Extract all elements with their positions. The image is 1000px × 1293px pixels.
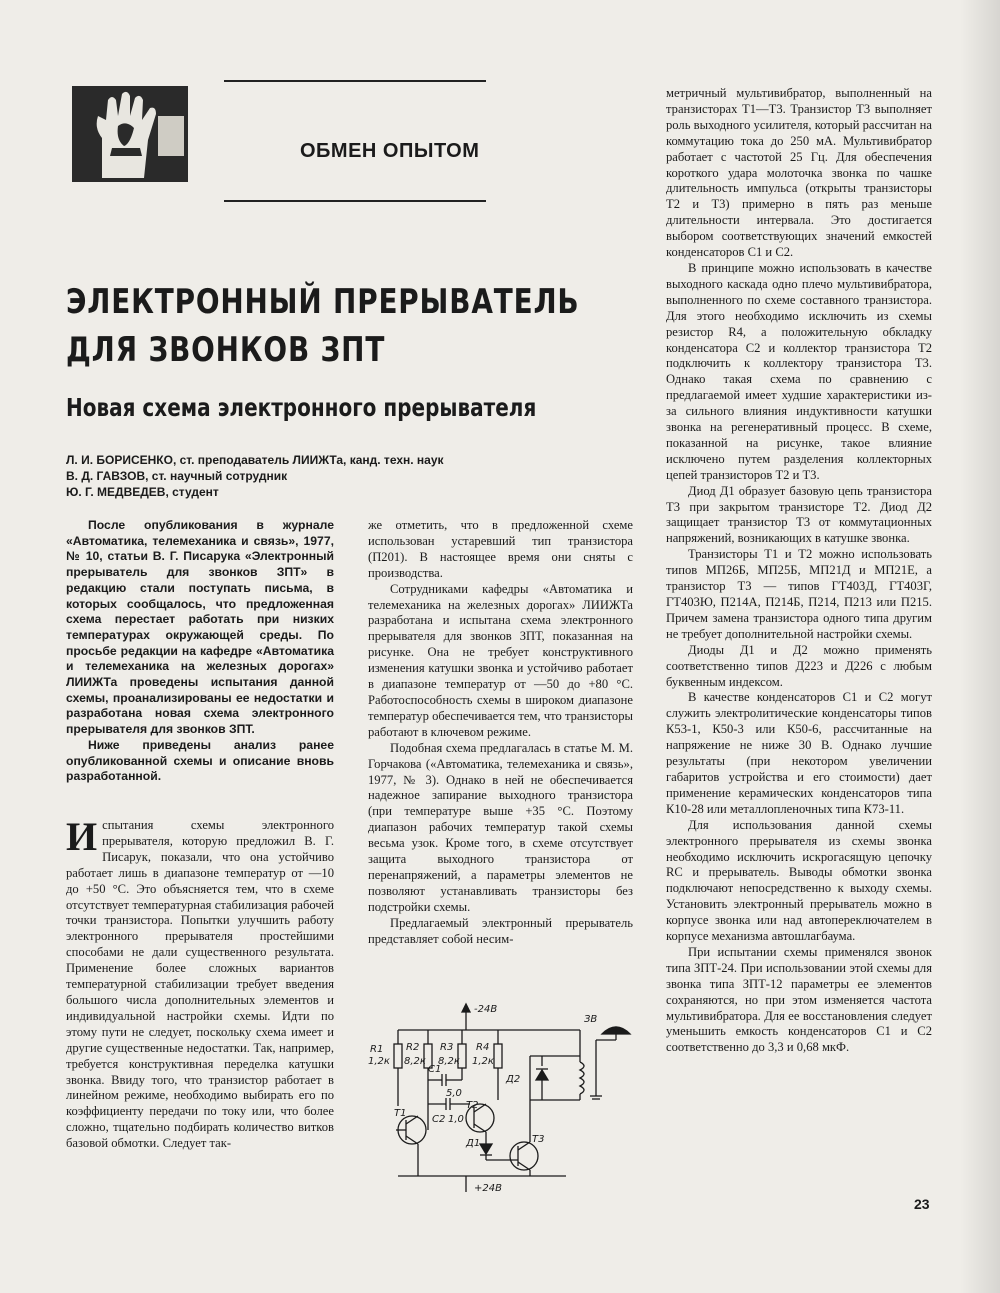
drop-cap: И xyxy=(66,814,98,859)
body-paragraph: Диоды Д1 и Д2 можно применять соответственно типов Д223 и Д226 с любым буквенным индексом. xyxy=(666,642,932,689)
bell-label: ЗВ xyxy=(584,1014,598,1025)
body-column-2 xyxy=(368,518,633,947)
author-line: В. Д. ГАВЗОВ, ст. научный сотрудник xyxy=(66,469,288,483)
resistor-r1-value: 1,2к xyxy=(368,1056,390,1067)
transistor-t3-label: T3 xyxy=(532,1134,545,1145)
diode-d2 xyxy=(505,1056,580,1100)
resistor-r3-ref: R3 xyxy=(440,1042,454,1053)
section-heading: ОБМЕН ОПЫТОМ xyxy=(300,140,480,162)
intro-column xyxy=(66,518,334,785)
article-title-line-1: ЭЛЕКТРОННЫЙ ПРЕРЫВАТЕЛЬ xyxy=(66,282,580,322)
transistor-t1 xyxy=(394,1080,428,1176)
resistor-r3 xyxy=(438,1030,466,1080)
header-rule-bottom xyxy=(224,200,486,202)
transistor-t3 xyxy=(510,1100,544,1176)
body-paragraph: Предлагаемый электронный прерыватель представляет собой несим- xyxy=(368,915,633,946)
author-line: Л. И. БОРИСЕНКО, ст. преподаватель ЛИИЖТа, канд. техн. наук xyxy=(66,453,444,467)
page-edge-shadow xyxy=(960,0,1000,1293)
resistor-r4 xyxy=(472,1030,502,1100)
article-title-line-2: ДЛЯ ЗВОНКОВ ЗПТ xyxy=(66,330,386,370)
resistor-r2-ref: R2 xyxy=(406,1042,420,1053)
capacitor-c2-value: 1,0 xyxy=(448,1114,464,1125)
diode-d1-label: Д1 xyxy=(466,1138,481,1149)
resistor-r1-ref: R1 xyxy=(370,1044,384,1055)
transistor-t2-label: T2 xyxy=(466,1100,479,1111)
body-paragraph: В качестве конденсаторов С1 и С2 могут служить электролитические конденсаторы типов К53-1, К50-3 или К50-6, рассчитанные на напряжение не ниже 30 В. Однако лучшие результаты (при некотором увеличении габаритов устройства и его стоимости) дает применение керамических конденсаторов типа К10-28 или металлопленочных типа К73-11. xyxy=(666,690,932,816)
capacitor-c2 xyxy=(428,1098,470,1125)
body-paragraph xyxy=(66,814,334,1152)
intro-paragraph: После опубликования в журнале «Автоматика, телемеханика и связь», 1977, № 10, статьи В. Г. Писарука «Электронный прерыватель для звонков ЗПТ» в редакцию стали поступать письма, в которых сообщалось, что предложенная схема перестает работать при низких температурах окружающей среды. По просьбе редакции на кафедре «Автоматика и телемеханика на железных дорогах» ЛИИЖТа проведены испытания данной схемы, проанализированы ее недостатки и разработана новая схема электронного прерывателя для звонков ЗПТ. xyxy=(66,518,334,737)
body-column-1 xyxy=(66,814,334,1152)
resistor-r4-ref: R4 xyxy=(476,1042,490,1053)
body-paragraph: Транзисторы Т1 и Т2 можно использовать типов МП26Б, МП25Б, МП21Д и МП21Е, а транзистор Т3 — типов ГТ403Д, ГТ403Г, ГТ403Ю, П214А, П214Б, П214, П213 или П215. Причем замена транзистора одного типа другим не требует дополнительной настройки схемы. xyxy=(666,547,932,641)
body-paragraph: При испытании схемы применялся звонок типа ЗПТ-24. При использовании этой схемы для звонка типа ЗПТ-12 параметры ее элементов сохраняются, но при этом изменяется частота мультивибратора. Для ее восстановления следует уменьшить емкость конденсаторов С1 и С2 соответственно до 3,3 и 0,68 мкФ. xyxy=(666,944,932,1055)
capacitor-c2-ref: C2 xyxy=(432,1114,446,1125)
body-paragraph: Диод Д1 образует базовую цепь транзистора Т3 при закрытом транзисторе Т2. Диод Д2 защищает транзистор Т3 от коммутационных напряжений, возникающих в катушке звонка. xyxy=(666,483,932,546)
transistor-t1-label: T1 xyxy=(394,1108,407,1119)
body-paragraph-text: спытания схемы электронного прерывателя, которую предложил В. Г. Писарук, показали, что она устойчиво работает лишь в диапазоне температур от —10 до +50 °С. Это объясняется тем, что в схеме отсутствует температурная стабилизация рабочей точки транзистора. Попытки улучшить работу электронного прерывателя простейшими способами не дали существенного результата. Применение более сложных вариантов температурной стабилизации требует введения большого числа дополнительных элементов и индивидуальной настройки схемы. Идти по этому пути не следует, поскольку схема имеет и другие существенные недостатки. Так, например, требуется конструктивная переделка катушки звонка. Ввиду того, что транзистор работает в линейном режиме, необходимо выбирать его по коэффициенту передачи по току или, что более сложно, тщательно подбирать количество витков базовой обмотки. Следует так- xyxy=(66,818,334,1151)
rail-label-top: -24В xyxy=(474,1004,498,1015)
intro-paragraph: Ниже приведены анализ ранее опубликованной схемы и описание вновь разработанной. xyxy=(66,737,334,784)
diode-d2-label: Д2 xyxy=(506,1074,521,1085)
body-paragraph: Подобная схема предлагалась в статье М. М. Горчакова («Автоматика, телемеханика и связь», 1977, № 3). Однако в ней не обеспечивается надежное запирание выходного транзистора (при температуре выше +35 °С. Поэтому диапазон рабочих температур такой схемы весьма узок. Кроме того, в схеме отсутствует защита выходного транзистора от перенапряжений, а параметры элементов не позволяют устанавливать транзисторы без подстройки схемы. xyxy=(368,740,633,914)
transistor-t2 xyxy=(466,1100,494,1132)
resistor-r4-value: 1,2к xyxy=(472,1056,494,1067)
body-paragraph: метричный мультивибратор, выполненный на транзисторах Т1—Т3. Транзистор Т3 выполняет роль выходного усилителя, который рассчитан на коммутацию тока до 250 мА. Мультивибратор работает с частотой 25 Гц. Для обеспечения короткого удара молоточка звонка по чашке длительность импульса (открыты транзисторы Т2 и Т3) примерно в пять раз меньше длительности интервала. Это достигается выбором соответствующих значений емкостей конденсаторов С1 и С2. xyxy=(666,86,932,260)
body-paragraph: же отметить, что в предложенной схеме использован устаревший тип транзистора (П201). В настоящее время они сняты с производства. xyxy=(368,518,633,580)
bell-icon xyxy=(584,1014,630,1056)
author-line: Ю. Г. МЕДВЕДЕВ, студент xyxy=(66,485,219,499)
capacitor-c1-value: 5,0 xyxy=(446,1088,462,1099)
rail-label-bottom: +24В xyxy=(474,1183,502,1194)
circuit-schematic xyxy=(366,1000,634,1196)
resistor-r3-value: 8,2к xyxy=(438,1056,460,1067)
page-number: 23 xyxy=(914,1196,930,1212)
resistor-r1 xyxy=(368,1030,402,1106)
arrow-up-icon xyxy=(462,1004,470,1012)
body-paragraph: Для использования данной схемы электронного прерывателя из схемы звонка необходимо исключить искрогасящую цепочку RC и прерыватель. Выводы обмотки звонка подключают непосредственно к выходу схемы. Установить электронный прерыватель можно в корпусе звонка или над автопереключателем в корпусе механизма автошлагбаума. xyxy=(666,817,932,944)
header-rule-top xyxy=(224,80,486,82)
body-paragraph: В принципе можно использовать в качестве выходного каскада одно плечо мультивибратора, выполненного по схеме составного транзистора. Для этого необходимо исключить из схемы резистор R4, а положительную обкладку конденсатора С2 и коллектор транзистора Т2 подключить к коллектору транзистора Т3. Однако такая схема по сравнению с предлагаемой имеет худшие характеристики из-за сильного влияния индуктивности катушки звонка на регенеративный процесс. В схеме, показанной на рисунке, такое влияние исключено путем разделения коллекторных цепей транзисторов Т2 и Т3. xyxy=(666,260,932,482)
body-paragraph: Сотрудниками кафедры «Автоматика и телемеханика на железных дорогах» ЛИИЖТа разработана и испытана схема электронного прерывателя для звонков ЗПТ, показанная на рисунке. Она не требует конструктивного изменения катушки звонка и устойчиво работает в диапазоне температур от —50 до +80 °С. Работоспособность схемы в широком диапазоне температур обеспечивается тем, что транзисторы работают в ключевом режиме. xyxy=(368,581,633,739)
hand-logo-icon xyxy=(72,86,188,182)
author-list xyxy=(66,452,444,500)
body-column-3 xyxy=(666,86,932,1056)
article-subtitle: Новая схема электронного прерывателя xyxy=(66,393,537,422)
resistor-r2-value: 8,2к xyxy=(404,1056,426,1067)
capacitor-c1-ref: C1 xyxy=(428,1064,442,1075)
capacitor-c1 xyxy=(428,1064,462,1099)
